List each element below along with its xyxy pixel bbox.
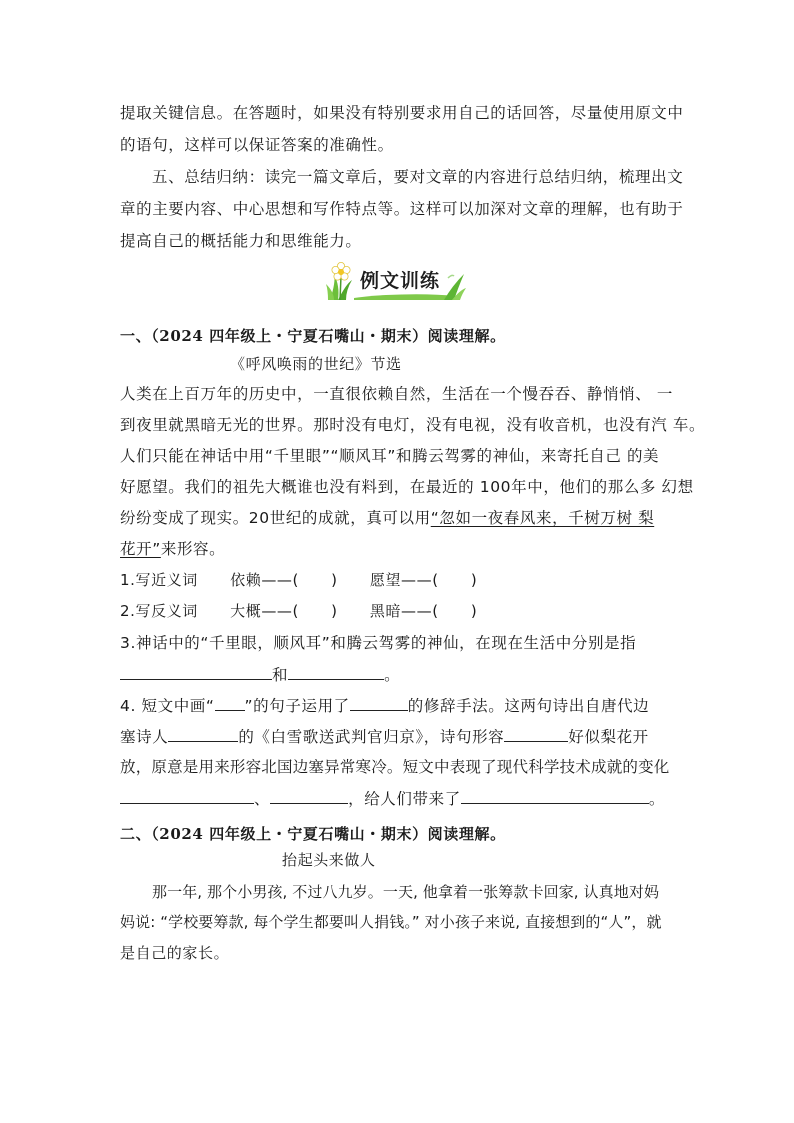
q2-heading: 二、（2024 四年级上・宁夏石嘴山・期末）阅读理解。	[120, 825, 506, 843]
period: 。	[384, 666, 401, 684]
answer-blank[interactable]	[120, 664, 272, 680]
q2-subtitle: 抬起头来做人	[282, 851, 376, 869]
q1-paragraph-line-2: 到夜里就黑暗无光的世界。那时没有电灯，没有电视，没有收音机，也没有汽 车。	[120, 416, 706, 434]
intro-line-5: 提高自己的概括能力和思维能力。	[120, 232, 362, 250]
q1-paragraph-line-4: 好愿望。我们的祖先大概谁也没有料到，在最近的 100年中，他们的那么多 幻想	[120, 478, 694, 496]
answer-blank[interactable]	[461, 788, 649, 804]
item4-text: 的修辞手法。这两句诗出自唐代边	[407, 697, 650, 715]
q1-item-4-line-2	[120, 726, 680, 747]
q1-item-4-line-3: 放，原意是用来形容北国边塞异常寒冷。短文中表现了现代科学技术成就的变化	[120, 758, 670, 776]
separator: 、	[254, 790, 271, 808]
q2-paragraph-line-2: 妈说: “学校要筹款, 每个学生都要叫人捐钱。” 对小孩子来说, 直接想到的“人”，就	[120, 913, 662, 931]
intro-line-1: 提取关键信息。在答题时，如果没有特别要求用自己的话回答，尽量使用原文中	[120, 104, 684, 122]
q1-paragraph-line-3: 人们只能在神话中用“千里眼”“顺风耳”和腾云驾雾的神仙，来寄托自己 的美	[120, 447, 660, 465]
q2-paragraph-line-3: 是自己的家长。	[120, 944, 230, 962]
q1-poem-underlined-1: “忽如一夜春风来，千树万树 梨	[430, 509, 655, 527]
item4-text: 好似梨花开	[568, 728, 649, 746]
q1-item-1: 1.写近义词 依赖——( ) 愿望——( )	[120, 571, 478, 589]
answer-blank[interactable]	[120, 788, 254, 804]
period: 。	[648, 790, 665, 808]
q1-item-3-line-1: 3.神话中的“千里眼，顺风耳”和腾云驾雾的神仙，在现在生活中分别是指	[120, 634, 637, 652]
q1-p5-text: 纷纷变成了现实。20世纪的成就，真可以用	[120, 509, 431, 527]
q2-paragraph-line-1: 那一年, 那个小男孩, 不过八九岁。一天, 他拿着一张筹款卡回家, 认真地对妈	[152, 883, 660, 901]
badge-title: 例文训练	[360, 270, 441, 292]
q1-subtitle: 《呼风唤雨的世纪》节选	[230, 355, 402, 373]
section-badge	[326, 262, 466, 302]
q1-item-4-line-4	[120, 788, 680, 809]
intro-line-4: 章的主要内容、中心思想和写作特点等。这样可以加深对文章的理解，也有助于	[120, 200, 684, 218]
q1-heading: 一、（2024 四年级上・宁夏石嘴山・期末）阅读理解。	[120, 327, 506, 345]
item4-text: 塞诗人	[120, 728, 169, 746]
intro-line-3: 五、总结归纳：读完一篇文章后，要对文章的内容进行总结归纳，梳理出文	[152, 168, 684, 186]
q1-paragraph-line-5	[120, 508, 680, 528]
item4-text: 4. 短文中画“	[120, 697, 215, 715]
q1-paragraph-line-6	[120, 539, 680, 559]
q1-paragraph-line-1: 人类在上百万年的历史中，一直很依赖自然，生活在一个慢吞吞、静悄悄、 一	[120, 385, 673, 403]
underline-sample	[215, 695, 245, 711]
item4-text: ，给人们带来了	[348, 790, 461, 808]
answer-blank[interactable]	[288, 664, 384, 680]
answer-blank[interactable]	[504, 726, 568, 742]
q1-poem-underlined-2: 花开”	[120, 540, 161, 558]
connector-text: 和	[272, 666, 289, 684]
item4-text: 的《白雪歌送武判官归京》，诗句形容	[238, 728, 505, 746]
q1-item-4-line-1	[120, 695, 680, 716]
intro-line-2: 的语句，这样可以保证答案的准确性。	[120, 136, 394, 154]
q1-p6-text: 来形容。	[160, 540, 226, 558]
answer-blank[interactable]	[350, 695, 408, 711]
q1-item-3-line-2	[120, 664, 680, 685]
q1-item-2: 2.写反义词 大概——( ) 黑暗——( )	[120, 602, 478, 620]
answer-blank[interactable]	[270, 788, 348, 804]
answer-blank[interactable]	[168, 726, 238, 742]
item4-text: ”的句子运用了	[244, 697, 350, 715]
